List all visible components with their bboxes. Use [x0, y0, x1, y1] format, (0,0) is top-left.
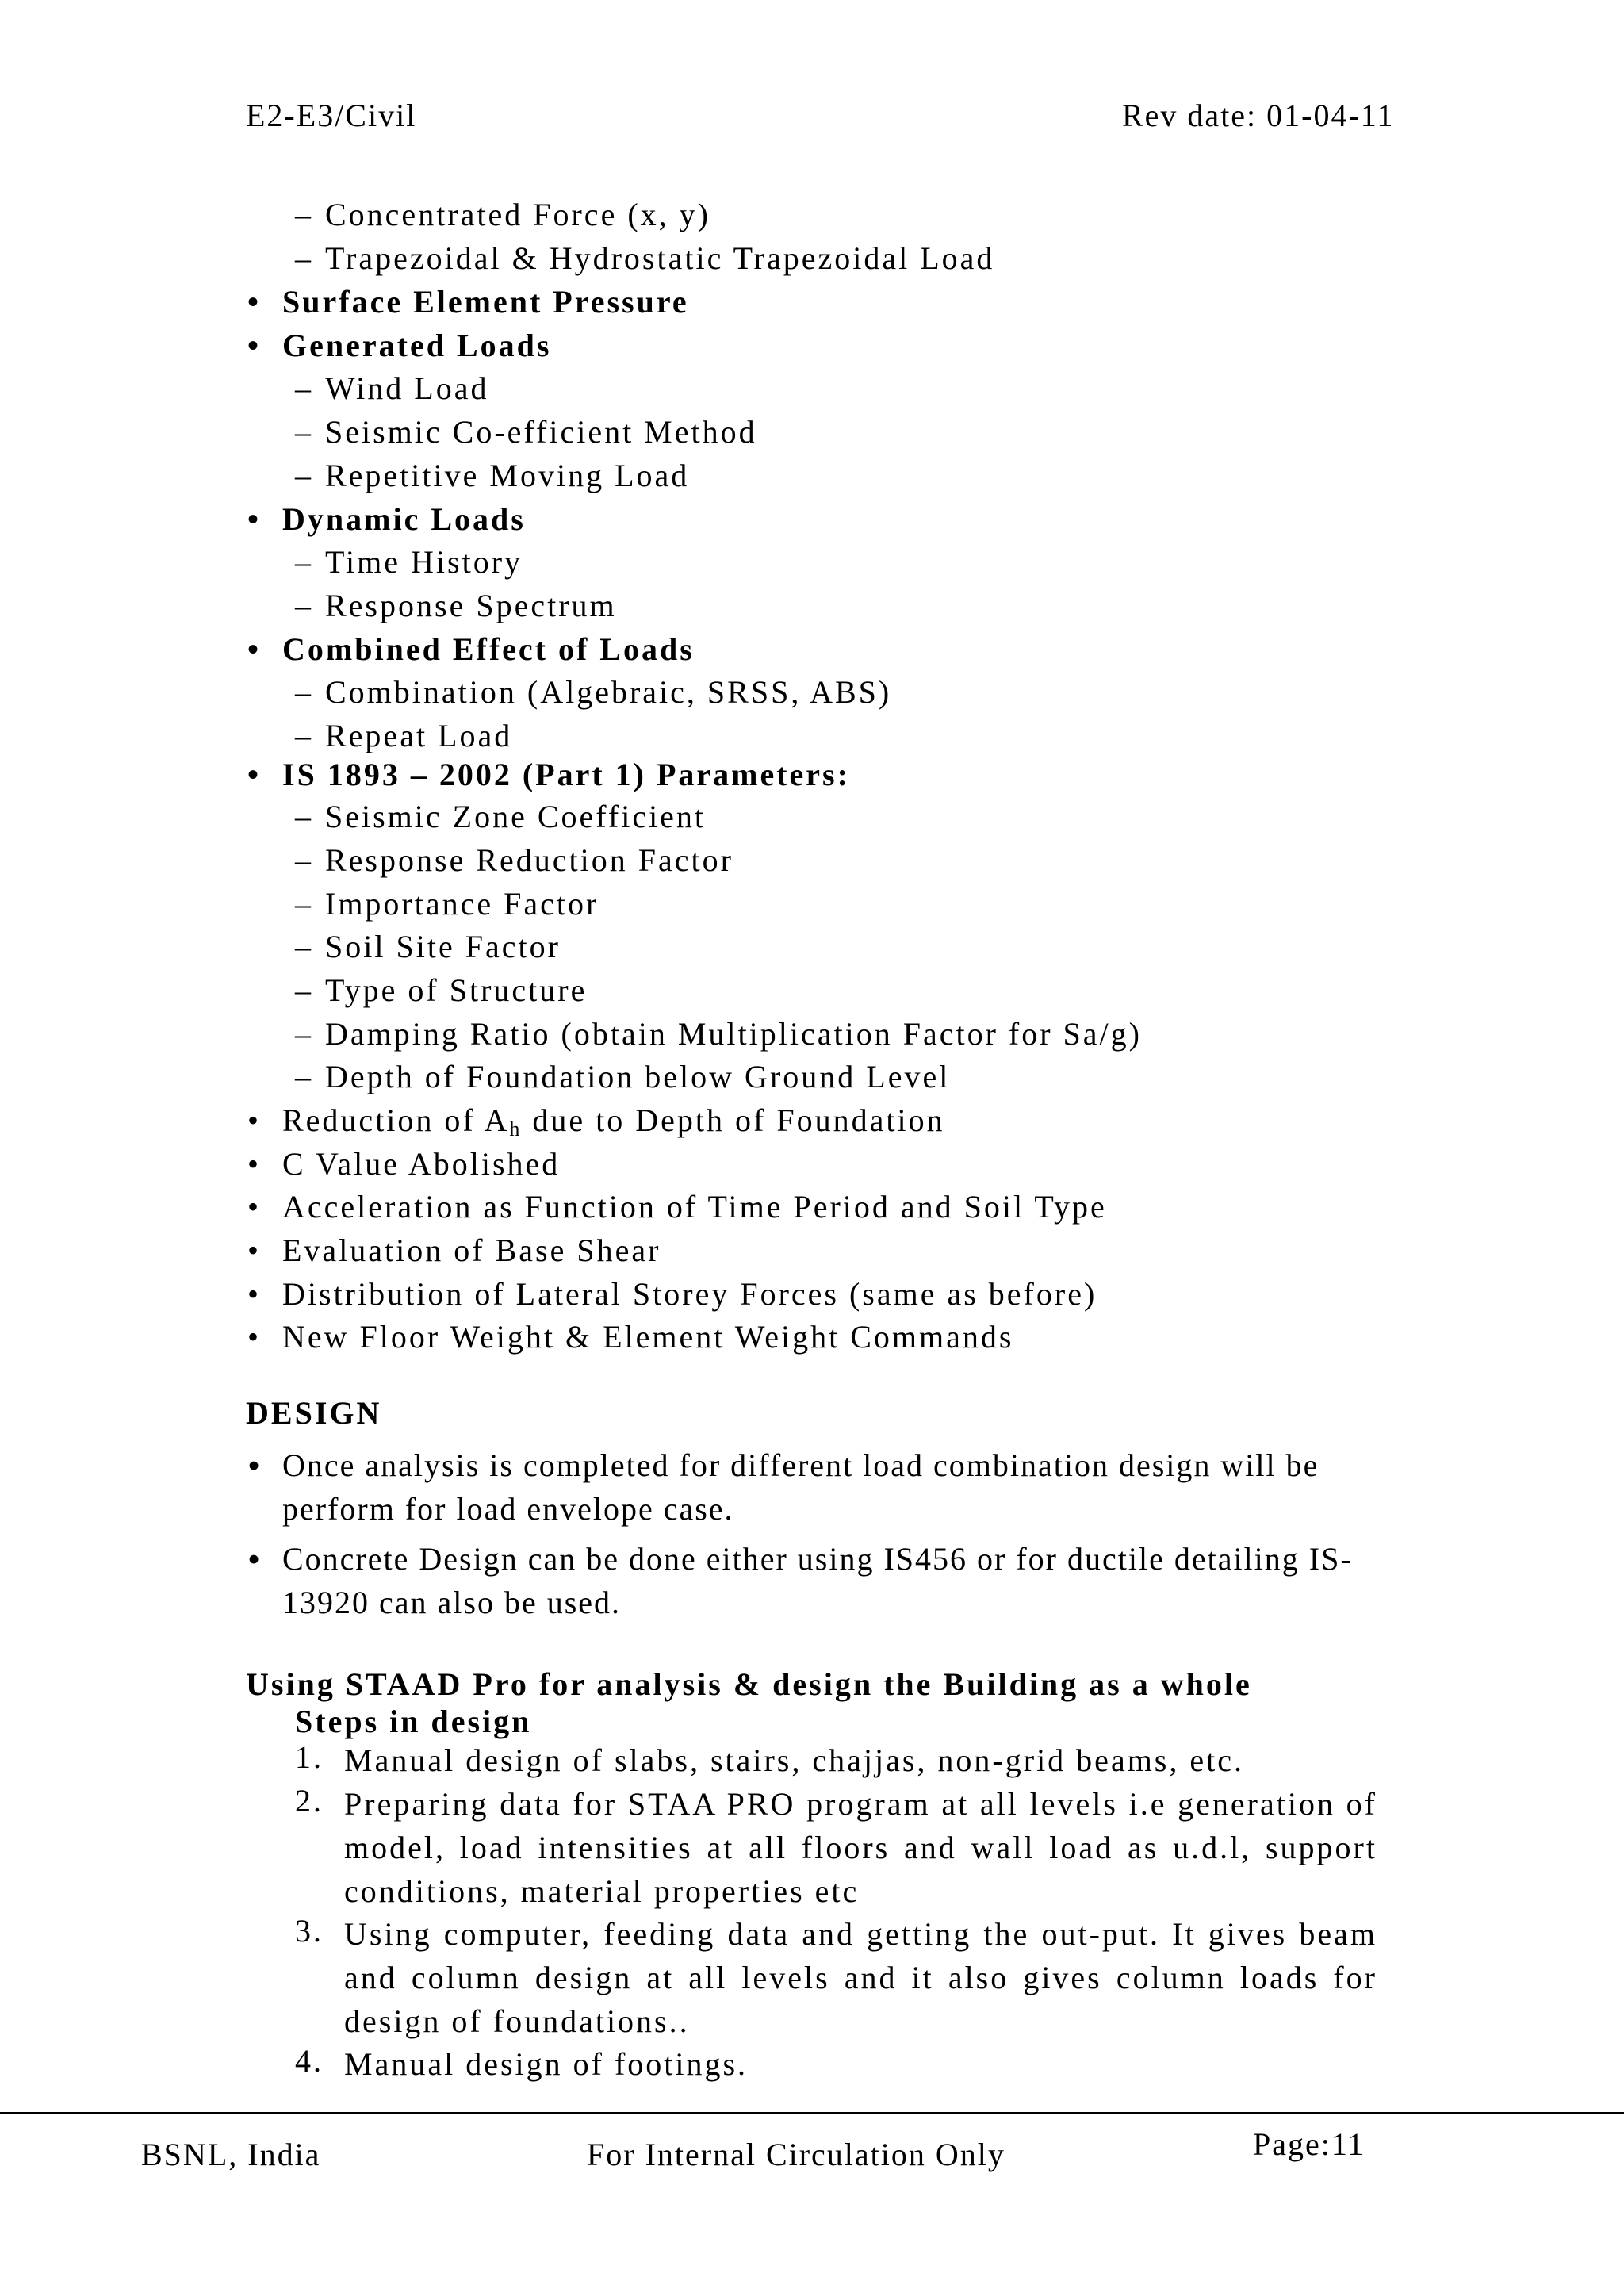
list-item: • Evaluation of Base Shear [247, 1232, 661, 1268]
dash-glyph: – [295, 929, 313, 964]
dash-glyph: – [295, 544, 313, 580]
footer-rule [0, 2112, 1624, 2114]
list-item: – Response Spectrum [295, 588, 617, 623]
dash-glyph: – [295, 458, 313, 493]
bullet-glyph: • [247, 757, 262, 792]
list-item: – Repeat Load [295, 718, 513, 753]
step-item: 1. Manual design of slabs, stairs, chajjas, non-grid beams, etc. [295, 1739, 1244, 1778]
bullet-glyph: • [247, 1189, 262, 1225]
bullet-glyph: • [247, 328, 262, 363]
list-item: – Concentrated Force (x, y) [295, 197, 710, 232]
list-item: – Soil Site Factor [295, 929, 561, 964]
dash-glyph: – [295, 1059, 313, 1094]
dash-glyph: – [295, 972, 313, 1008]
bullet-glyph: • [247, 1232, 262, 1268]
bullet-glyph: • [247, 1319, 262, 1355]
bullet-glyph: • [247, 1102, 262, 1138]
dash-glyph: – [295, 588, 313, 623]
bullet-glyph: • [247, 1539, 262, 1579]
list-item: • Reduction of $A_h$ due to Depth of Foundation [247, 1102, 945, 1140]
dash-glyph: – [295, 718, 313, 753]
list-item: • Combined Effect of Loads [247, 631, 695, 667]
footer-circulation-note: For Internal Circulation Only [587, 2137, 1005, 2172]
list-item: • Distribution of Lateral Storey Forces (same as before) [247, 1276, 1097, 1312]
list-item: – Seismic Co-efficient Method [295, 414, 757, 450]
list-item: – Importance Factor [295, 886, 599, 922]
dash-glyph: – [295, 886, 313, 922]
list-item: • C Value Abolished [247, 1146, 561, 1182]
footer-organization: BSNL, India [141, 2137, 321, 2172]
dash-glyph: – [295, 414, 313, 450]
list-item: • Surface Element Pressure [247, 284, 689, 320]
header-rev-date: Rev date: 01-04-11 [1122, 98, 1395, 133]
list-item: • Generated Loads [247, 328, 552, 363]
step-item: 2. Preparing data for STAA PRO program at all levels i.e generation of model, load intensities at all floors and wall load as u.d.l, support conditions, material properties etc [295, 1783, 1377, 1909]
step-item: 3. Using computer, feeding data and getting the out-put. It gives beam and column design at all levels and it also gives column loads for design of foundations.. [295, 1913, 1377, 2039]
bullet-glyph: • [247, 284, 262, 320]
list-item: – Type of Structure [295, 972, 588, 1008]
list-item: • IS 1893 – 2002 (Part 1) Parameters: [247, 757, 850, 792]
dash-glyph: – [295, 370, 313, 406]
dash-glyph: – [295, 674, 313, 710]
list-item: – Trapezoidal & Hydrostatic Trapezoidal Load [295, 240, 995, 276]
dash-glyph: – [295, 240, 313, 276]
bullet-glyph: • [247, 501, 262, 537]
bullet-glyph: • [247, 631, 262, 667]
dash-glyph: – [295, 197, 313, 232]
dash-glyph: – [295, 1016, 313, 1052]
design-point: • Once analysis is completed for different load combination design will be perform for load envelope case. [247, 1445, 1320, 1527]
design-heading: DESIGN [246, 1395, 382, 1431]
list-item: • New Floor Weight & Element Weight Commands [247, 1319, 1014, 1355]
list-item: • Acceleration as Function of Time Period and Soil Type [247, 1189, 1107, 1225]
step-item: 4. Manual design of footings. [295, 2043, 749, 2082]
design-point: • Concrete Design can be done either using IS456 or for ductile detailing IS-13920 can also be used. [247, 1539, 1353, 1620]
steps-subheading: Steps in design [295, 1704, 532, 1739]
bullet-glyph: • [247, 1445, 262, 1485]
list-item: – Depth of Foundation below Ground Level [295, 1059, 951, 1094]
list-item: – Repetitive Moving Load [295, 458, 690, 493]
staad-heading: Using STAAD Pro for analysis & design the Building as a whole [246, 1666, 1252, 1702]
bullet-glyph: • [247, 1146, 262, 1182]
list-item: – Wind Load [295, 370, 489, 406]
bullet-glyph: • [247, 1276, 262, 1312]
list-item: – Time History [295, 544, 523, 580]
footer-page-number: Page:11 [1253, 2126, 1365, 2162]
list-item: – Seismic Zone Coefficient [295, 799, 707, 834]
dash-glyph: – [295, 842, 313, 878]
list-item: – Damping Ratio (obtain Multiplication Factor for Sa/g) [295, 1016, 1142, 1052]
header-doc-code: E2-E3/Civil [246, 98, 417, 133]
list-item: • Dynamic Loads [247, 501, 526, 537]
list-item: – Response Reduction Factor [295, 842, 733, 878]
list-item: – Combination (Algebraic, SRSS, ABS) [295, 674, 892, 710]
dash-glyph: – [295, 799, 313, 834]
